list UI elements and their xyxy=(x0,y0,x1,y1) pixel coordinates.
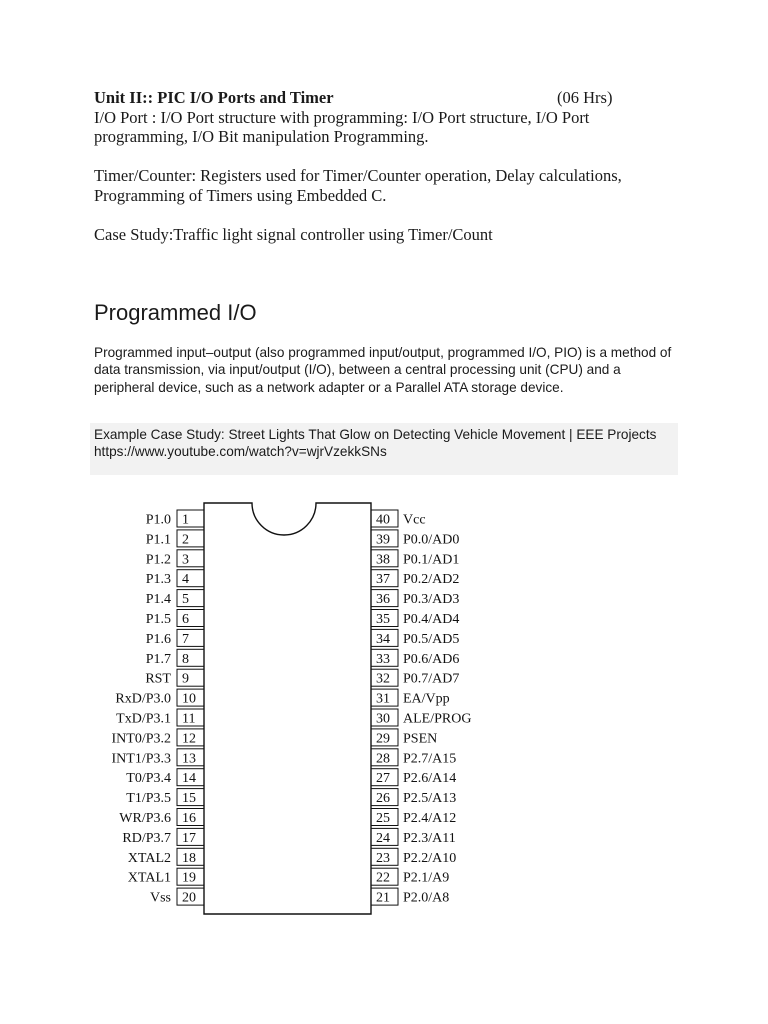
pin-label: P0.0/AD0 xyxy=(403,532,460,548)
pin-number: 25 xyxy=(376,811,390,826)
pin-label: P1.5 xyxy=(145,612,171,627)
pin-number: 31 xyxy=(376,691,390,707)
pin-number: 18 xyxy=(182,850,196,866)
section-title: Programmed I/O xyxy=(94,300,257,325)
right-pin xyxy=(371,868,449,886)
pin-label: WR/P3.6 xyxy=(119,811,171,826)
left-pin xyxy=(128,848,204,866)
pin-label: P2.7/A15 xyxy=(403,751,457,767)
right-pin xyxy=(371,828,456,846)
pin-number: 3 xyxy=(182,552,189,568)
example-url[interactable]: https://www.youtube.com/watch?v=wjrVzekkSNs xyxy=(94,443,387,459)
pin-label: INT1/P3.3 xyxy=(111,751,171,767)
pin-label: P2.6/A14 xyxy=(403,771,457,787)
pin-label: P0.1/AD1 xyxy=(403,552,460,568)
right-pin xyxy=(371,769,456,787)
pin-number: 27 xyxy=(376,771,390,787)
pin-label: INT0/P3.2 xyxy=(111,731,171,747)
right-pin xyxy=(371,848,456,866)
right-pin xyxy=(371,669,459,687)
pin-number: 28 xyxy=(376,751,390,767)
pin-label: P1.4 xyxy=(145,592,171,608)
pin-label: P0.3/AD3 xyxy=(403,592,460,608)
pin-label: P1.2 xyxy=(145,552,171,568)
left-pin xyxy=(128,868,204,886)
right-pin xyxy=(371,749,456,767)
left-pin xyxy=(112,749,205,767)
pin-label: P1.0 xyxy=(145,512,171,528)
io-port-line-2: programming, I/O Bit manipulation Programming. xyxy=(94,127,429,146)
pin-number: 39 xyxy=(376,532,390,548)
left-pin xyxy=(146,510,204,528)
pin-label: P2.1/A9 xyxy=(403,870,450,886)
pin-label: XTAL1 xyxy=(127,870,171,886)
left-pin xyxy=(126,769,204,787)
left-pin xyxy=(122,828,204,846)
left-pin xyxy=(116,709,204,727)
example-case-study xyxy=(94,427,678,460)
right-pin xyxy=(371,729,437,747)
pin-number: 1 xyxy=(182,512,189,528)
left-pin xyxy=(146,649,204,667)
right-pin xyxy=(371,610,459,628)
pin-label: P1.7 xyxy=(145,651,171,667)
pin-label: RD/P3.7 xyxy=(122,830,171,846)
pin-number: 9 xyxy=(182,671,189,687)
pin-label: XTAL2 xyxy=(127,850,171,866)
pin-number: 21 xyxy=(376,890,390,906)
pin-number: 19 xyxy=(182,870,196,886)
right-pin xyxy=(371,629,459,647)
left-pin xyxy=(126,789,204,807)
left-pin xyxy=(146,550,204,568)
left-pin xyxy=(146,530,204,548)
left-pin xyxy=(146,570,204,588)
pin-number: 38 xyxy=(376,552,390,568)
pin-number: 12 xyxy=(182,731,196,747)
pinout-diagram xyxy=(0,495,768,935)
pin-number: 6 xyxy=(182,612,189,627)
pin-label: P2.3/A11 xyxy=(403,830,456,846)
pin-label: ALE/PROG xyxy=(403,711,472,727)
pin-number: 13 xyxy=(182,751,196,767)
pin-number: 32 xyxy=(376,671,390,687)
pin-number: 33 xyxy=(376,651,390,667)
pin-number: 40 xyxy=(376,512,390,528)
pin-label: P0.6/AD6 xyxy=(403,651,460,667)
right-pin xyxy=(371,570,459,588)
pin-number: 10 xyxy=(182,691,196,707)
left-pin xyxy=(115,689,204,707)
pin-number: 15 xyxy=(182,791,196,807)
pin-label: P2.0/A8 xyxy=(403,890,450,906)
pin-label: P0.7/AD7 xyxy=(403,671,460,687)
pin-number: 7 xyxy=(182,631,189,647)
timer-line-2: Programming of Timers using Embedded C. xyxy=(94,185,387,205)
pin-label: Vcc xyxy=(403,512,426,528)
right-pin xyxy=(371,809,456,827)
pin-number: 24 xyxy=(376,830,390,846)
pin-label: RST xyxy=(145,671,171,687)
right-pin xyxy=(371,888,449,906)
unit-hours: (06 Hrs) xyxy=(557,88,613,107)
right-pin xyxy=(371,530,459,548)
left-pin xyxy=(146,590,204,608)
example-title: Example Case Study: Street Lights That Glow on Detecting Vehicle Movement | EEE Projects xyxy=(94,427,657,442)
pin-label: Vss xyxy=(149,890,171,906)
pin-label: RxD/P3.0 xyxy=(115,691,171,707)
pin-number: 5 xyxy=(182,592,189,608)
left-pin xyxy=(150,888,204,906)
pin-number: 20 xyxy=(182,890,196,906)
pin-label: P1.1 xyxy=(145,532,171,548)
pin-label: TxD/P3.1 xyxy=(116,711,171,727)
left-pin xyxy=(146,629,204,647)
pin-label: P2.5/A13 xyxy=(403,791,457,807)
pin-label: P2.4/A12 xyxy=(403,811,457,826)
right-pin xyxy=(371,709,471,727)
pin-number: 35 xyxy=(376,612,390,627)
pin-label: PSEN xyxy=(403,731,438,747)
pin-label: P0.5/AD5 xyxy=(403,631,460,647)
chip-body xyxy=(204,503,371,914)
pin-label: P0.4/AD4 xyxy=(403,612,460,627)
syllabus-block xyxy=(94,88,694,244)
left-pin xyxy=(146,610,204,628)
right-pin xyxy=(371,789,456,807)
pin-number: 30 xyxy=(376,711,390,727)
timer-line-1: Timer/Counter: Registers used for Timer/Counter operation, Delay calculations, xyxy=(94,166,622,185)
pin-number: 16 xyxy=(182,811,196,826)
left-pin xyxy=(145,669,204,687)
right-pin xyxy=(371,689,450,707)
pin-number: 11 xyxy=(182,711,196,727)
unit-heading xyxy=(94,88,694,108)
pin-label: P0.2/AD2 xyxy=(403,572,460,588)
pin-label: P2.2/A10 xyxy=(403,850,457,866)
pin-number: 37 xyxy=(376,572,390,588)
pin-number: 2 xyxy=(182,532,189,548)
section-paragraph: Programmed input–output (also programmed input/output, programmed I/O, PIO) is a method of data transmission, via input/output (I/O), between a central processing unit (CPU) and a peripheral device, such as a network adapter or a Parallel ATA storage device. xyxy=(94,345,672,395)
pin-number: 34 xyxy=(376,631,390,647)
right-pin xyxy=(371,649,459,667)
pin-number: 8 xyxy=(182,651,189,667)
left-pin xyxy=(119,809,204,827)
io-port-line-1: I/O Port : I/O Port structure with programming: I/O Port structure, I/O Port xyxy=(94,107,590,127)
pin-number: 23 xyxy=(376,850,390,866)
case-study-line: Case Study:Traffic light signal controller using Timer/Count xyxy=(94,224,493,244)
right-pin xyxy=(371,550,459,568)
pin-number: 26 xyxy=(376,791,390,807)
pin-label: T0/P3.4 xyxy=(126,771,171,787)
left-pin xyxy=(112,729,205,747)
pin-number: 36 xyxy=(376,592,390,608)
pin-number: 4 xyxy=(182,572,189,588)
pin-label: P1.3 xyxy=(145,572,171,588)
pin-label: T1/P3.5 xyxy=(126,791,171,807)
pin-label: P1.6 xyxy=(145,631,171,647)
pin-number: 17 xyxy=(182,830,196,846)
pin-label: EA/Vpp xyxy=(403,691,450,707)
pin-number: 22 xyxy=(376,870,390,886)
pin-number: 29 xyxy=(376,731,390,747)
right-pin xyxy=(371,510,426,528)
unit-title: Unit II:: PIC I/O Ports and Timer xyxy=(94,88,334,107)
right-pin xyxy=(371,590,459,608)
pin-number: 14 xyxy=(182,771,196,787)
